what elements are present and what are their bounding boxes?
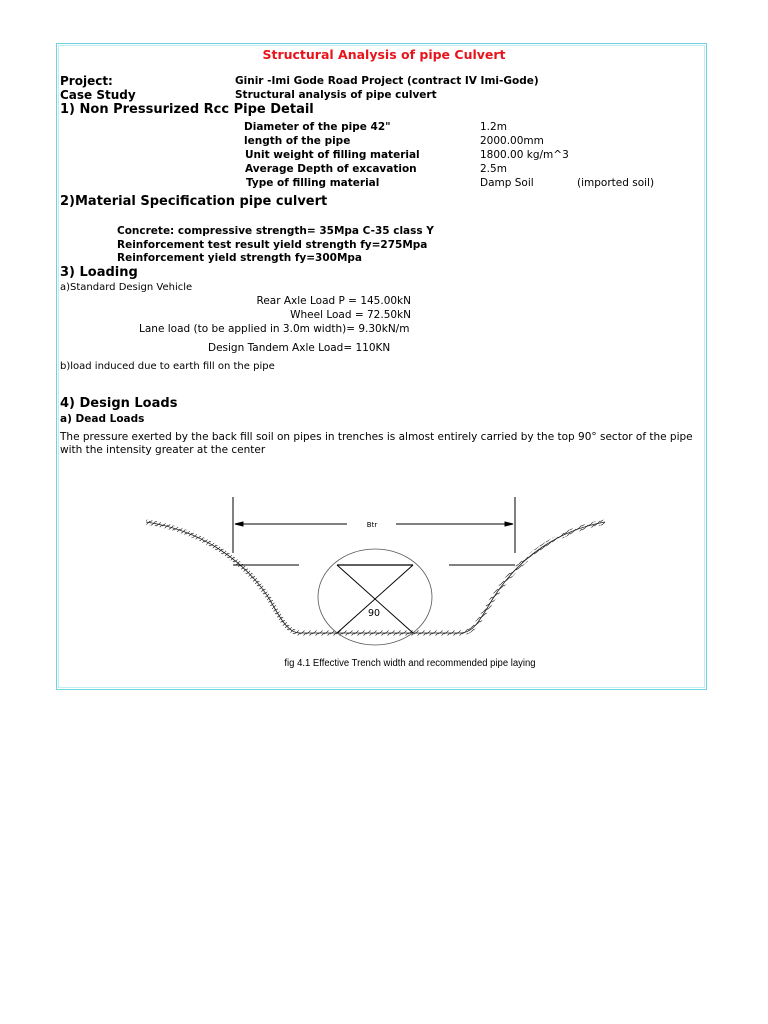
design-vehicle-label: a)Standard Design Vehicle <box>60 282 193 293</box>
project-value: Ginir -Imi Gode Road Project (contract IV Imi-Gode) <box>235 75 539 87</box>
angle-label: 90 <box>367 608 381 619</box>
pipe-detail-label: Unit weight of filling material <box>245 149 420 161</box>
material-spec-line: Reinforcement yield strength fy=300Mpa <box>117 252 363 264</box>
load-line: Design Tandem Axle Load= 110KN <box>208 342 391 354</box>
load-line: Wheel Load = 72.50kN <box>290 309 411 321</box>
section1-heading: 1) Non Pressurized Rcc Pipe Detail <box>60 102 314 117</box>
dead-loads-paragraph: The pressure exerted by the back fill soil on pipes in trenches is almost entirely carried by the top 90° sector of the pipe with the intensity greater at the center <box>60 431 693 456</box>
dead-loads-label: a) Dead Loads <box>60 413 145 425</box>
pipe-detail-label: Diameter of the pipe 42" <box>244 121 391 133</box>
load-line: Rear Axle Load P = 145.00kN <box>256 295 411 307</box>
pipe-detail-label: Average Depth of excavation <box>245 163 417 175</box>
project-label: Project: <box>60 74 113 88</box>
filling-note: (imported soil) <box>577 177 655 189</box>
pipe-detail-label: Type of filling material <box>246 177 380 189</box>
trench-width-label: Btr <box>366 521 378 529</box>
figure-caption: fig 4.1 Effective Trench width and recommended pipe laying <box>284 658 536 669</box>
pipe-detail-value: 1.2m <box>480 121 507 133</box>
case-study-value: Structural analysis of pipe culvert <box>235 89 437 101</box>
pipe-detail-value: Damp Soil <box>480 177 534 189</box>
material-spec-line: Concrete: compressive strength= 35Mpa C-35 class Y <box>117 225 434 237</box>
pipe-detail-value: 1800.00 kg/m^3 <box>480 149 569 161</box>
pipe-detail-value: 2000.00mm <box>480 135 544 147</box>
section4-heading: 4) Design Loads <box>60 396 178 411</box>
pipe-detail-value: 2.5m <box>480 163 507 175</box>
material-spec-line: Reinforcement test result yield strength fy=275Mpa <box>117 239 428 251</box>
section2-heading: 2)Material Specification pipe culvert <box>60 194 328 209</box>
section3-heading: 3) Loading <box>60 265 138 280</box>
case-study-label: Case Study <box>60 88 136 102</box>
pipe-detail-label: length of the pipe <box>244 135 351 147</box>
load-line: Lane load (to be applied in 3.0m width)= 9.30kN/m <box>139 323 410 335</box>
earth-fill-label: b)load induced due to earth fill on the pipe <box>60 361 275 372</box>
page-title: Structural Analysis of pipe Culvert <box>262 47 506 62</box>
